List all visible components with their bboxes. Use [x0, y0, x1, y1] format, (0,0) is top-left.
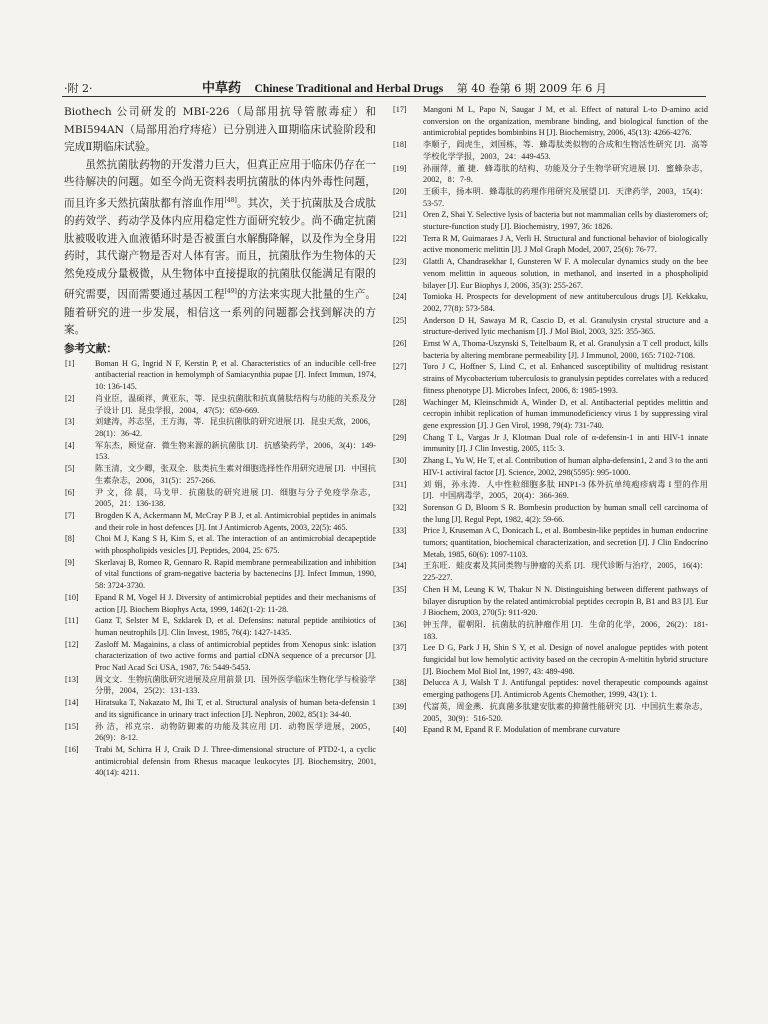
- reference-item: [392, 701, 708, 724]
- reference-number: [7]: [65, 510, 75, 520]
- reference-item: [64, 393, 376, 416]
- reference-text: Chang T L, Vargas Jr J, Klotman Dual role of α-defensin-1 in anti HIV-1 innate immunity [J]. J Clin Investig, 2005, 115: 3.: [423, 432, 708, 454]
- reference-item: [392, 291, 708, 314]
- reference-number: [26]: [393, 339, 407, 349]
- reference-text: Terra R M, Guimaraes J A, Verli H. Structural and functional behavior of biologically active monomeric melittin [J]. J Mol Graph Model, 2007, 25(6): 76-77.: [423, 233, 708, 255]
- reference-item: [64, 463, 376, 486]
- reference-text: Chen H M, Leung K W, Thakur N N. Distinguishing between different pathways of bilayer disruption by the related antimicrobial peptides cecropin B, B1 and B3 [J]. Eur J Biochem, 2003, 270(5): 911-920.: [423, 584, 708, 618]
- reference-list-right: [392, 104, 708, 736]
- reference-text: 刘建涛，苏志坚，王方海，等．昆虫抗菌肽的研究进展 [J]．昆虫天敌，2006，28(1)：36-42.: [95, 417, 376, 438]
- body-text: 。其次，关于抗菌肽及合成肽的药效学、药动学及体内应用稳定性方面研究较少。尚不确定抗菌肽被吸收进入血液循环时是否被蛋白水解酶降解，以及作为全身用药时，其代谢产物是否对人体有害。而且，抗菌肽作为生物体的天然免疫成分量极微，从生物体中直接提取的抗菌肽仅能满足有限的研究需要，因而需要通过基因工程: [64, 197, 376, 301]
- reference-text: 陈玉清，文少卿，张双全．肽类抗生素对细胞选择性作用研究进展 [J]．中国抗生素杂志，2006，31(5)：257-266.: [95, 464, 376, 485]
- reference-text: Lee D G, Park J H, Shin S Y, et al. Design of novel analogue peptides with potent fungicidal but low hemolytic activity based on the cecropin A-meltitin hybrid structure [J]. Biochem Mol Biol Int, 1997, 43: 489-498.: [423, 643, 708, 676]
- reference-text: 肖业臣，温硕祥，黄亚东，等．昆虫抗菌肽和抗真菌肽结构与功能的关系及分子设计 [J]．昆虫学报，2004，47(5)：659-669.: [95, 393, 376, 415]
- reference-number: [33]: [393, 526, 407, 536]
- reference-text: Ganz T, Selster M E, Szklarek D, et al. Defensins: natural peptide antibiotics of human neutrophils [J]. Clin Invest, 1985, 76(4): 1427-1435.: [95, 616, 376, 637]
- reference-number: [8]: [65, 534, 75, 544]
- reference-number: [37]: [393, 643, 407, 653]
- reference-number: [21]: [393, 210, 407, 220]
- page-number: ·附 2·: [64, 82, 93, 95]
- reference-text: Epand R M, Vogel H J. Diversity of antimicrobial peptides and their mechanisms of action [J]. Biochem Biophys Acta, 1999, 1462(1-2): 11-28.: [95, 592, 376, 614]
- reference-item: [64, 358, 376, 393]
- reference-item: [392, 233, 708, 256]
- reference-number: [15]: [65, 721, 79, 731]
- reference-text: Skerlavaj B, Romeo R, Gennaro R. Rapid membrane permeabilization and inhibition of vital functions of gram-negative bacteria by bactenecins [J]. Infect Immun, 1990, 58: 3724-3730.: [95, 557, 376, 591]
- reference-text: Choi M J, Kang S H, Kim S, et al. The interaction of an antimicrobial decapeptide with phospholipids vesicles [J]. Peptides, 2004, 25: 675.: [95, 534, 376, 556]
- reference-number: [28]: [393, 397, 407, 407]
- reference-text: 孙 洁，祁克宗．动物防御素的功能及其应用 [J]．动物医学进展，2005，26(9)：8-12.: [95, 721, 376, 743]
- reference-item: [64, 592, 376, 615]
- reference-item: [64, 440, 376, 463]
- reference-item: [64, 510, 376, 533]
- reference-number: [22]: [393, 233, 407, 243]
- reference-text: Wachinger M, Kleinschmidt A, Winder D, et al. Antibacterial peptides melittin and cecropin inhibit replication of human immunodeficiency virus 1 by suppressing viral gene expression [J]. J Gen Virol, 1998, 79(4): 731-740.: [423, 397, 708, 430]
- reference-number: [16]: [65, 744, 79, 754]
- body-text: Biothech 公司研发的 MBI-226（局部用抗导管脓毒症）和 MBI594AN（局部用治疗痔疮）已分别进入Ⅲ期临床试验阶段和完成Ⅱ期临床试验。: [64, 106, 376, 154]
- reference-item: [392, 560, 708, 583]
- reference-item: [64, 721, 376, 744]
- reference-number: [31]: [393, 479, 407, 489]
- reference-item: [64, 674, 376, 697]
- reference-number: [4]: [65, 440, 75, 450]
- right-column: [392, 104, 708, 984]
- reference-number: [24]: [393, 292, 407, 302]
- reference-text: 钟玉萍，翟朝阳．抗菌肽的抗肿瘤作用 [J]．生命的化学，2006，26(2)：181-183.: [423, 619, 708, 641]
- reference-text: Sorenson G D, Bloom S R. Bombesin production by human small cell carcinoma of the lung [J]. Regul Pept, 1982, 4(2): 59-66.: [423, 502, 708, 524]
- reference-item: [64, 487, 376, 510]
- reference-number: [6]: [65, 487, 75, 497]
- citation-48: [48]: [224, 196, 237, 204]
- reference-number: [40]: [393, 725, 407, 735]
- reference-item: [392, 642, 708, 677]
- reference-item: [392, 361, 708, 396]
- reference-item: [392, 315, 708, 338]
- reference-text: 孙丽萍，董 捷．蜂毒肽的结构、功能及分子生物学研究进展 [J]．蜜蜂杂志，2002，8：7-9.: [423, 163, 708, 185]
- reference-item: [392, 139, 708, 162]
- reference-item: [392, 584, 708, 619]
- reference-item: [392, 209, 708, 232]
- reference-text: Price J, Kruseman A C, Donicach L, et al. Bombesin-like peptides in human endocrine tumors; quantitation, biochemical characterization, and secretion [J]. J Clin Endocrino Metab, 1985, 60(6): 1097-1103.: [423, 526, 708, 559]
- left-column: [64, 104, 376, 984]
- reference-text: 刘 娟，孙永涛．人中性粒细胞多肽 HNP1-3 体外抗单纯疱疹病毒 I 型的作用 [J]．中国病毒学，2005，20(4)：366-369.: [423, 479, 708, 501]
- reference-item: [64, 533, 376, 556]
- reference-number: [23]: [393, 257, 407, 267]
- reference-text: Boman H G, Ingrid N F, Kerstin P, et al. Characteristics of an inducible cell-free antibacterial reaction in hemolymph of Samiacynthia pupae [J]. Infect Immun, 1974, 10: 136-145.: [95, 358, 376, 392]
- reference-number: [12]: [65, 639, 79, 649]
- reference-number: [27]: [393, 362, 407, 372]
- body-paragraph: [64, 104, 376, 157]
- reference-item: [392, 397, 708, 432]
- reference-number: [5]: [65, 464, 75, 474]
- reference-item: [392, 186, 708, 209]
- reference-text: Hiratsuka T, Nakazato M, Ihi T, et al. Structural analysis of human beta-defensin 1 and its significance in urinary tract infection [J]. Nephron, 2002, 85(1): 34-40.: [95, 698, 376, 719]
- reference-number: [3]: [65, 417, 75, 427]
- reference-number: [32]: [393, 502, 407, 512]
- reference-number: [25]: [393, 315, 407, 325]
- reference-item: [392, 163, 708, 186]
- reference-number: [14]: [65, 698, 79, 708]
- reference-number: [17]: [393, 105, 407, 114]
- reference-item: [64, 639, 376, 674]
- reference-number: [9]: [65, 557, 75, 567]
- reference-item: [392, 479, 708, 502]
- journal-title-en: Chinese Traditional and Herbal Drugs: [254, 83, 444, 95]
- reference-item: [392, 724, 708, 736]
- reference-list-left: [64, 358, 376, 779]
- reference-text: Epand R M, Epand R F. Modulation of membrane curvature: [423, 725, 620, 735]
- reference-item: [392, 619, 708, 642]
- reference-text: Oren Z, Shai Y. Selective lysis of bacteria but not mammalian cells by diasteromers of; stucture-function study [J]. Biochemistry, 1997, 36: 1826.: [423, 210, 708, 232]
- body-text: 虽然抗菌肽药物的开发潜力巨大，但真正应用于临床仍存在一些待解决的问题。如至今尚无资料表明抗菌肽的体内外毒性问题，而且许多天然抗菌肽都有溶血作用: [64, 158, 376, 210]
- reference-item: [392, 525, 708, 560]
- reference-text: Brogden K A, Ackermann M, McCray P B J, et al. Antimicrobial peptides in animals and their role in host defences [J]. Int J Antimicrob Agents, 2003, 22(5): 465.: [95, 510, 376, 532]
- reference-text: Tomioka H. Prospects for development of new antituberculous drugs [J]. Kekkaku, 2002, 77(8): 573-584.: [423, 292, 708, 313]
- reference-number: [13]: [65, 674, 79, 684]
- reference-number: [36]: [393, 619, 407, 629]
- reference-text: Zhang L, Yu W, He T, et al. Contribution of human alpha-defensin1, 2 and 3 to the anti HIV-1 activiral factor [J]. Science, 2002, 298(5595): 995-1000.: [423, 456, 708, 477]
- reference-number: [35]: [393, 584, 407, 594]
- reference-text: Toro J C, Hoffner S, Lind C, et al. Enhanced susceptibility of multidrug resistant strains of Mycobacterium tuberculosis to granulysin peptides correlates with a reduced fitness phenotype [J]. Microbes Infect, 2006, 8: 1985-1993.: [423, 362, 708, 395]
- reference-item: [64, 615, 376, 638]
- reference-item: [392, 256, 708, 291]
- journal-title: [202, 77, 607, 96]
- citation-49: [49]: [224, 288, 237, 296]
- reference-item: [392, 677, 708, 700]
- body-text: 的方法来实现大批量的生产。随着研究的进一步发展，相信这一系列的问题都会找到解决的方案。: [64, 289, 376, 337]
- reference-number: [30]: [393, 456, 407, 466]
- reference-text: Zasloff M. Magainins, a class of antimicrobial peptides from Xenopus sink: islation characterization of two active forms and partial cDNA sequence of a precursor [J]. Proc Natl Acad Sci USA, 1987, 76: 5449-5453.: [95, 639, 376, 673]
- reference-item: [392, 338, 708, 361]
- reference-item: [64, 416, 376, 439]
- reference-item: [392, 502, 708, 525]
- reference-number: [1]: [65, 358, 75, 368]
- reference-item: [64, 557, 376, 592]
- reference-number: [10]: [65, 592, 79, 602]
- reference-text: 代富英，周金燕．抗真菌多肽建安肽素的抑菌性能研究 [J]．中国抗生素杂志，2005，30(9)：516-520.: [423, 701, 708, 723]
- reference-text: 王东旺．蛙皮素及其同类物与肿瘤的关系 [J]．现代诊断与治疗，2005，16(4)：225-227.: [423, 561, 708, 583]
- reference-number: [20]: [393, 186, 407, 196]
- reference-number: [11]: [65, 616, 79, 626]
- reference-number: [34]: [393, 561, 407, 571]
- reference-number: [19]: [393, 163, 407, 173]
- reference-item: [64, 744, 376, 779]
- reference-text: 周文文．生物抗菌肽研究进展及应用前景 [J]．国外医学临床生物化学与检验学分册，2004，25(2)：131-133.: [95, 674, 376, 696]
- reference-item: [392, 432, 708, 455]
- reference-text: 军东杰，顾觉奋．微生物来源的新抗菌肽 [J]．抗感染药学，2006，3(4)：149-153.: [95, 440, 376, 462]
- reference-number: [18]: [393, 140, 407, 150]
- page-header: [62, 76, 706, 97]
- reference-text: Trabi M, Schirra H J, Craik D J. Three-dimensional structure of PTD2-1, a cyclic antimicrobial defensin from Rhesus macaque leukocytes [J]. Biochemsitry, 2001, 40(14): 4211.: [95, 744, 376, 778]
- reference-text: 王硕丰，扬本明．蜂毒肽的药理作用研究及展望 [J]．天津药学，2003，15(4)：53-57.: [423, 186, 708, 208]
- references-heading: 参考文献：: [64, 342, 117, 355]
- reference-item: [392, 455, 708, 478]
- reference-number: [29]: [393, 432, 407, 442]
- reference-text: Glattli A, Chandrasekhar I, Gunsteren W F. A molecular dynamics study on the bee venom melittin in aqueous solution, in methanol, and inserted in a phospholipid bilayer [J]. Eur Biophys J, 2006, 35(3): 255-267.: [423, 257, 708, 290]
- reference-text: 李顺子，阎虎生，刘国栋，等．蜂毒肽类似物的合成和生物活性研究 [J]．高等学校化学学报，2003，24：449-453.: [423, 140, 708, 161]
- issue-info: 第 40 卷第 6 期 2009 年 6 月: [456, 82, 607, 95]
- reference-text: Ernst W A, Thoma-Uszynski S, Teitelbaum R, et al. Granulysin a T cell product, kills bacteria by altering membrane permeability [J]. J Immunol, 2000, 165: 7102-7108.: [423, 339, 708, 360]
- reference-text: Anderson D H, Sawaya M R, Cascio D, et al. Granulysin crystal structure and a structure-derived lytic mechanism [J]. J Mol Biol, 2003, 325: 355-365.: [423, 315, 708, 337]
- reference-text: Delucca A J, Walsh T J. Antifungal peptides: novel therapeutic compounds against emerging pathogens [J]. Antimicrob Agents Chemother, 1999, 43(1): 1.: [423, 678, 708, 700]
- journal-title-cn: 中草药: [202, 81, 242, 96]
- reference-number: [39]: [393, 701, 407, 711]
- body-paragraph: [64, 157, 376, 340]
- reference-number: [2]: [65, 393, 75, 403]
- reference-item: [392, 104, 708, 139]
- reference-text: 尹 文，徐 晨，马戈甲．抗菌肽的研究进展 [J]．细胞与分子免疫学杂志，2005，21：136-138.: [95, 487, 376, 509]
- reference-text: Mangoni M L, Papo N, Saugar J M, et al. Effect of natural L-to D-amino acid conversion on the organization, membrane binding, and biological function of the antimicrobial peptides bombinbins H [J]. Biochemistry, 2006, 45(13): 4266-4276.: [423, 105, 708, 138]
- reference-item: [64, 697, 376, 720]
- reference-number: [38]: [393, 678, 407, 688]
